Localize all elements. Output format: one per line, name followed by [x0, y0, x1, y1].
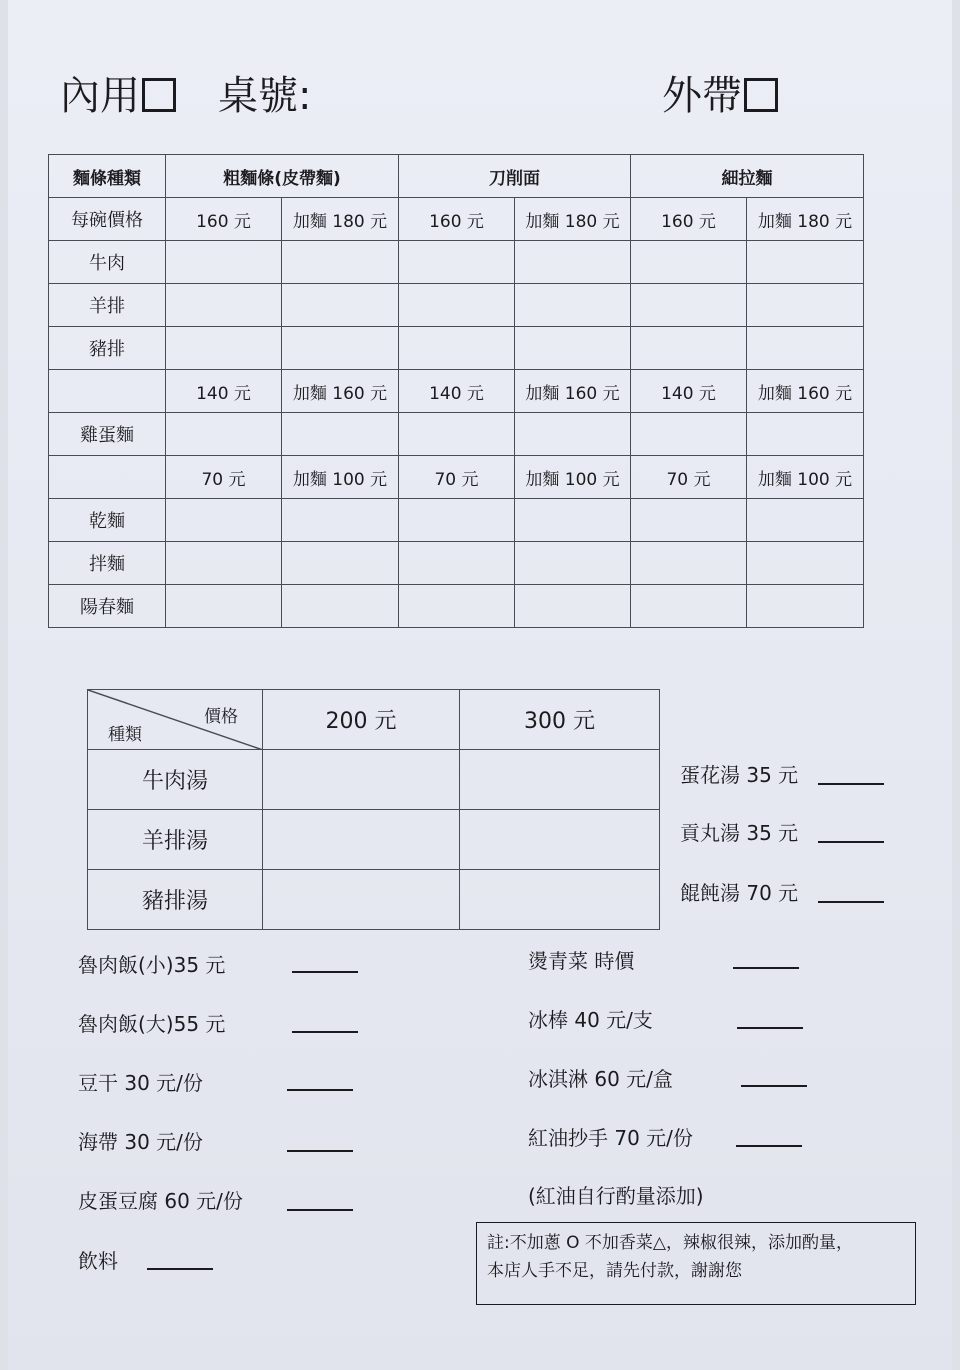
quantity-cell[interactable] [515, 585, 631, 628]
price-cell: 140 元 [631, 370, 747, 413]
quantity-cell[interactable] [747, 284, 864, 327]
item-popsicle: 冰棒 40 元/支 [528, 1008, 653, 1032]
price-per-bowl-label: 每碗價格 [49, 198, 166, 241]
quantity-cell[interactable] [460, 810, 660, 870]
row-label-beef: 牛肉 [49, 241, 166, 284]
row-label-pork-chop: 豬排 [49, 327, 166, 370]
side-soup-meatball: 貢丸湯 35 元 [680, 821, 799, 845]
quantity-blank[interactable] [818, 783, 884, 785]
quantity-blank[interactable] [737, 1027, 803, 1029]
noodle-type-knife-cut: 刀削面 [399, 155, 631, 198]
row-label-lamb-chop: 羊排 [49, 284, 166, 327]
quantity-cell[interactable] [166, 413, 282, 456]
side-soup-egg-drop: 蛋花湯 35 元 [680, 763, 799, 787]
quantity-cell[interactable] [399, 413, 515, 456]
quantity-blank[interactable] [292, 971, 358, 973]
quantity-cell[interactable] [747, 413, 864, 456]
item-braised-pork-rice-small: 魯肉飯(小)35 元 [78, 953, 226, 977]
quantity-blank[interactable] [147, 1268, 213, 1270]
note-line-2: 本店人手不足，請先付款，謝謝您 [487, 1261, 742, 1281]
price-cell: 加麵 180 元 [515, 198, 631, 241]
soup-price-large: 300 元 [460, 690, 660, 750]
quantity-blank[interactable] [733, 967, 799, 969]
price-cell: 160 元 [166, 198, 282, 241]
item-braised-pork-rice-large: 魯肉飯(大)55 元 [78, 1012, 226, 1036]
quantity-cell[interactable] [166, 585, 282, 628]
quantity-blank[interactable] [818, 841, 884, 843]
quantity-cell[interactable] [263, 750, 460, 810]
dine-in-checkbox[interactable] [142, 78, 176, 112]
quantity-blank[interactable] [287, 1209, 353, 1211]
price-cell: 160 元 [399, 198, 515, 241]
noodle-type-wide: 粗麵條(皮帶麵) [166, 155, 399, 198]
quantity-cell[interactable] [747, 585, 864, 628]
quantity-cell[interactable] [747, 327, 864, 370]
soup-corner-cell [88, 690, 263, 750]
price-cell: 140 元 [166, 370, 282, 413]
dine-in-option[interactable] [60, 72, 176, 120]
price-cell: 加麵 100 元 [282, 456, 399, 499]
row-label-lamb-soup: 羊排湯 [88, 810, 263, 870]
price-cell: 70 元 [166, 456, 282, 499]
quantity-cell[interactable] [263, 810, 460, 870]
price-cell: 加麵 180 元 [282, 198, 399, 241]
quantity-cell[interactable] [631, 241, 747, 284]
quantity-cell[interactable] [399, 241, 515, 284]
quantity-cell[interactable] [282, 413, 399, 456]
takeout-label: 外帶 [662, 73, 742, 119]
dine-in-label: 內用 [60, 73, 140, 119]
quantity-cell[interactable] [166, 327, 282, 370]
quantity-cell[interactable] [282, 241, 399, 284]
quantity-cell[interactable] [282, 327, 399, 370]
quantity-cell[interactable] [631, 585, 747, 628]
price-cell: 加麵 160 元 [515, 370, 631, 413]
note-line-1: 註:不加蔥 O 不加香菜△，辣椒很辣，添加酌量， [487, 1233, 853, 1253]
soup-order-table [87, 689, 660, 930]
quantity-cell[interactable] [282, 585, 399, 628]
quantity-cell[interactable] [166, 284, 282, 327]
quantity-cell[interactable] [399, 284, 515, 327]
price-cell: 加麵 160 元 [747, 370, 864, 413]
item-drinks: 飲料 [78, 1249, 118, 1273]
quantity-blank[interactable] [741, 1085, 807, 1087]
empty-label-cell [49, 370, 166, 413]
quantity-cell[interactable] [515, 499, 631, 542]
takeout-checkbox[interactable] [744, 78, 778, 112]
quantity-blank[interactable] [287, 1089, 353, 1091]
quantity-cell[interactable] [515, 284, 631, 327]
item-seaweed: 海帶 30 元/份 [78, 1130, 203, 1154]
empty-label-cell [49, 456, 166, 499]
quantity-blank[interactable] [818, 901, 884, 903]
quantity-cell[interactable] [263, 870, 460, 930]
side-soup-wonton: 餛飩湯 70 元 [680, 881, 799, 905]
noodle-order-table [48, 154, 864, 628]
quantity-blank[interactable] [736, 1145, 802, 1147]
quantity-cell[interactable] [166, 499, 282, 542]
quantity-cell[interactable] [399, 542, 515, 585]
table-number-label: 桌號: [218, 73, 312, 119]
quantity-cell[interactable] [399, 585, 515, 628]
price-cell: 70 元 [399, 456, 515, 499]
item-chili-oil-wontons: 紅油抄手 70 元/份 [528, 1126, 693, 1150]
quantity-cell[interactable] [631, 284, 747, 327]
chili-oil-note: (紅油自行酌量添加) [528, 1184, 704, 1208]
quantity-blank[interactable] [287, 1150, 353, 1152]
note-box [476, 1222, 916, 1305]
row-label-pork-soup: 豬排湯 [88, 870, 263, 930]
quantity-cell[interactable] [460, 870, 660, 930]
price-cell: 加麵 100 元 [515, 456, 631, 499]
quantity-cell[interactable] [282, 499, 399, 542]
soup-price-small: 200 元 [263, 690, 460, 750]
row-label-beef-soup: 牛肉湯 [88, 750, 263, 810]
quantity-cell[interactable] [631, 499, 747, 542]
price-cell: 160 元 [631, 198, 747, 241]
price-cell: 140 元 [399, 370, 515, 413]
quantity-cell[interactable] [282, 284, 399, 327]
quantity-cell[interactable] [515, 413, 631, 456]
quantity-cell[interactable] [399, 499, 515, 542]
item-blanched-greens: 燙青菜 時價 [528, 949, 635, 973]
quantity-cell[interactable] [515, 241, 631, 284]
item-century-egg-tofu: 皮蛋豆腐 60 元/份 [78, 1189, 243, 1213]
quantity-cell[interactable] [631, 413, 747, 456]
quantity-cell[interactable] [282, 542, 399, 585]
quantity-cell[interactable] [631, 327, 747, 370]
corner-type-label: 種類 [108, 725, 142, 745]
quantity-cell[interactable] [631, 542, 747, 585]
price-cell: 70 元 [631, 456, 747, 499]
row-label-mixed-noodle: 拌麵 [49, 542, 166, 585]
quantity-cell[interactable] [166, 241, 282, 284]
takeout-option[interactable] [662, 72, 778, 120]
corner-price-label: 價格 [204, 707, 238, 727]
noodle-type-thin-pulled: 細拉麵 [631, 155, 864, 198]
quantity-cell[interactable] [747, 542, 864, 585]
item-ice-cream: 冰淇淋 60 元/盒 [528, 1067, 673, 1091]
noodle-type-corner: 麵條種類 [49, 155, 166, 198]
item-dried-tofu: 豆干 30 元/份 [78, 1071, 203, 1095]
quantity-blank[interactable] [292, 1031, 358, 1033]
quantity-cell[interactable] [399, 327, 515, 370]
price-cell: 加麵 100 元 [747, 456, 864, 499]
price-cell: 加麵 160 元 [282, 370, 399, 413]
price-cell: 加麵 180 元 [747, 198, 864, 241]
quantity-cell[interactable] [515, 327, 631, 370]
quantity-cell[interactable] [166, 542, 282, 585]
quantity-cell[interactable] [460, 750, 660, 810]
quantity-cell[interactable] [747, 241, 864, 284]
quantity-cell[interactable] [747, 499, 864, 542]
row-label-dry-noodle: 乾麵 [49, 499, 166, 542]
row-label-plain-noodle: 陽春麵 [49, 585, 166, 628]
quantity-cell[interactable] [515, 542, 631, 585]
row-label-egg-noodle: 雞蛋麵 [49, 413, 166, 456]
